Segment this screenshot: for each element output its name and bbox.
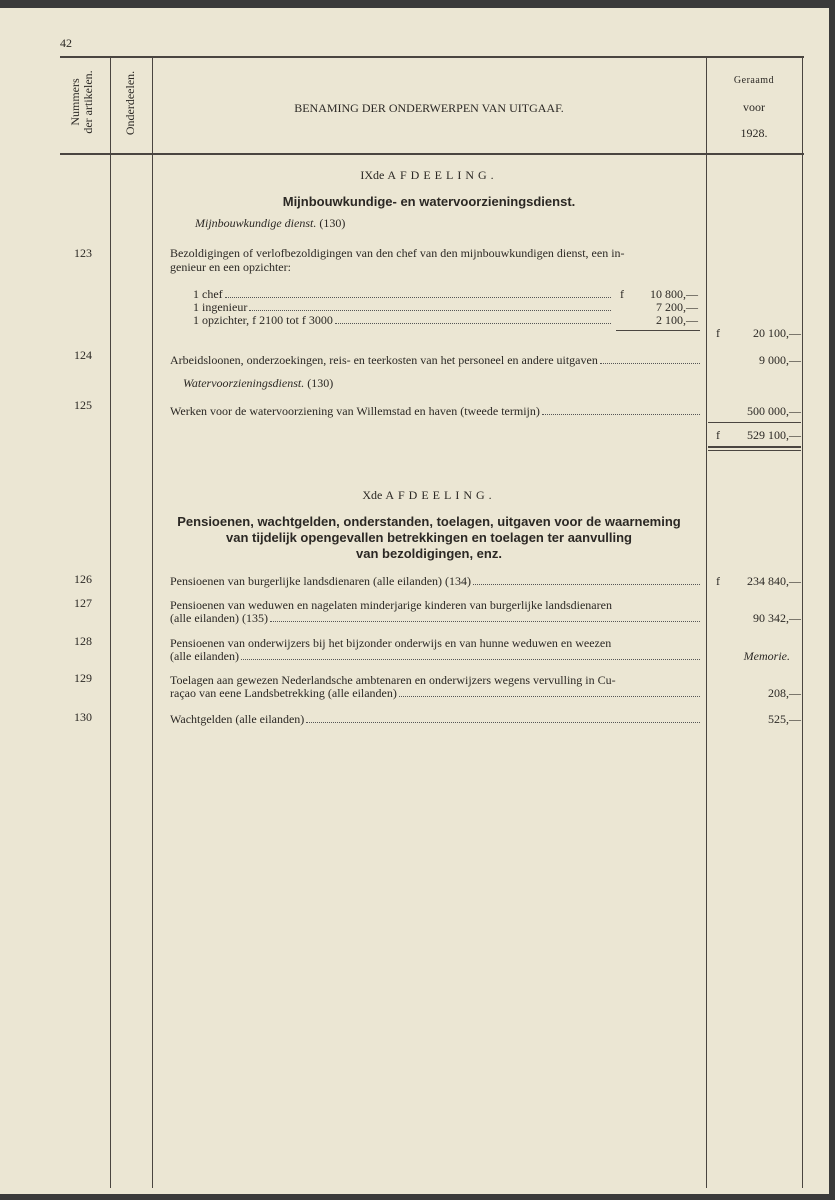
article-129-line2 bbox=[170, 686, 702, 700]
article-126-amount: 234 840,— bbox=[747, 574, 801, 588]
detail-label: 1 ingenieur bbox=[193, 300, 248, 314]
article-number-129: 129 bbox=[74, 671, 92, 685]
detail-currency: f bbox=[620, 287, 624, 301]
section10-heading bbox=[152, 488, 706, 502]
section10-title-line2: van tijdelijk opengevallen betrekkingen en toelagen ter aanvulling bbox=[226, 530, 632, 545]
header-geraamd: Geraamd bbox=[733, 75, 775, 86]
document-page bbox=[0, 8, 829, 1194]
article-130-label: Wachtgelden (alle eilanden) bbox=[170, 712, 305, 726]
article-123-currency: f bbox=[716, 326, 720, 340]
article-129-label: raçao van eene Landsbetrekking (alle eilanden) bbox=[170, 686, 397, 700]
article-123-line1: Bezoldigingen of verlofbezoldigingen van den chef van den mijnbouwkundigen dienst, een in- bbox=[170, 246, 625, 260]
article-number-124: 124 bbox=[74, 348, 92, 362]
article-128-amount: Memorie. bbox=[743, 649, 790, 663]
column-divider-1 bbox=[110, 58, 111, 1188]
article-number-123: 123 bbox=[74, 246, 92, 260]
detail-label: 1 chef bbox=[193, 287, 223, 301]
total-double-rule-1 bbox=[708, 446, 801, 448]
article-128-line1: Pensioenen van onderwijzers bij het bijzonder onderwijs en van hunne weduwen en weezen bbox=[170, 636, 612, 650]
section9-heading-prefix: IXde bbox=[360, 168, 385, 182]
section10-heading-word: AFDEELING. bbox=[385, 488, 496, 502]
header-year: 1928. bbox=[740, 126, 768, 140]
header-nummers bbox=[69, 57, 97, 147]
detail-label: 1 opzichter, f 2100 tot f 3000 bbox=[193, 313, 333, 327]
article-129-amount: 208,— bbox=[768, 686, 801, 700]
article-127-amount: 90 342,— bbox=[753, 611, 801, 625]
article-number-127: 127 bbox=[74, 596, 92, 610]
article-125-label: Werken voor de watervoorziening van Willemstad en haven (tweede termijn) bbox=[170, 404, 540, 418]
article-128-label: (alle eilanden) bbox=[170, 649, 239, 663]
detail-amount: 10 800,— bbox=[650, 287, 698, 301]
page-number: 42 bbox=[60, 36, 72, 50]
header-nummers-line1: Nummers bbox=[68, 78, 82, 126]
detail-amount: 2 100,— bbox=[656, 313, 698, 327]
article-130-amount: 525,— bbox=[768, 712, 801, 726]
total-rule bbox=[708, 422, 801, 423]
section10-title-line3: van bezoldigingen, enz. bbox=[356, 546, 502, 561]
section9-sub1-text: Mijnbouwkundige dienst. bbox=[195, 216, 317, 230]
article-127-line2 bbox=[170, 611, 702, 625]
article-125-text bbox=[170, 404, 702, 418]
detail-amount: 7 200,— bbox=[656, 300, 698, 314]
section10-heading-prefix: Xde bbox=[362, 488, 383, 502]
article-number-125: 125 bbox=[74, 398, 92, 412]
section9-heading bbox=[152, 168, 706, 182]
section9-total-currency: f bbox=[716, 428, 720, 442]
header-nummers-line2: der artikelen. bbox=[81, 70, 95, 134]
section9-sub2 bbox=[183, 376, 333, 390]
article-number-126: 126 bbox=[74, 572, 92, 586]
detail-row-chef bbox=[193, 287, 613, 301]
total-double-rule-2 bbox=[708, 450, 801, 451]
article-127-line1: Pensioenen van weduwen en nagelaten minderjarige kinderen van burgerlijke landsdienaren bbox=[170, 598, 612, 612]
article-127-label: (alle eilanden) (135) bbox=[170, 611, 268, 625]
article-129-line1: Toelagen aan gewezen Nederlandsche ambtenaren en onderwijzers wegens vervulling in Cu- bbox=[170, 673, 616, 687]
section9-sub2-text: Watervoorzieningsdienst. bbox=[183, 376, 305, 390]
section10-title-line1: Pensioenen, wachtgelden, onderstanden, toelagen, uitgaven voor de waarneming bbox=[177, 514, 681, 529]
article-124-label: Arbeidsloonen, onderzoekingen, reis- en teerkosten van het personeel en andere uitgaven bbox=[170, 353, 598, 367]
article-123-line2: genieur en een opzichter: bbox=[170, 260, 291, 274]
detail-row-ingenieur bbox=[193, 300, 613, 314]
column-divider-3 bbox=[706, 58, 707, 1188]
section9-title: Mijnbouwkundige- en watervoorzieningsdienst. bbox=[282, 194, 576, 209]
section9-sub1-ref: (130) bbox=[319, 216, 346, 230]
section9-heading-word: AFDEELING. bbox=[387, 168, 498, 182]
header-voor: voor bbox=[743, 100, 765, 114]
article-number-130: 130 bbox=[74, 710, 92, 724]
article-128-line2 bbox=[170, 649, 702, 663]
header-benaming: BENAMING DER ONDERWERPEN VAN UITGAAF. bbox=[294, 101, 564, 115]
header-onderdeelen: Onderdeelen. bbox=[123, 70, 137, 136]
top-rule bbox=[60, 56, 804, 58]
subtotal-rule bbox=[616, 330, 700, 331]
article-130-text bbox=[170, 712, 702, 726]
section10-title bbox=[152, 514, 706, 562]
detail-row-opzichter bbox=[193, 313, 613, 327]
section9-sub2-ref: (130) bbox=[307, 376, 334, 390]
article-123-amount: 20 100,— bbox=[753, 326, 801, 340]
column-divider-4 bbox=[802, 58, 803, 1188]
article-126-label: Pensioenen van burgerlijke landsdienaren (alle eilanden) (134) bbox=[170, 574, 472, 588]
section9-total: 529 100,— bbox=[747, 428, 801, 442]
article-124-amount: 9 000,— bbox=[759, 353, 801, 367]
article-126-text bbox=[170, 574, 702, 588]
header-rule bbox=[60, 153, 804, 155]
article-124-text bbox=[170, 353, 702, 367]
article-126-currency: f bbox=[716, 574, 720, 588]
article-number-128: 128 bbox=[74, 634, 92, 648]
column-divider-2 bbox=[152, 58, 153, 1188]
article-125-amount: 500 000,— bbox=[747, 404, 801, 418]
section9-sub1 bbox=[195, 216, 345, 230]
